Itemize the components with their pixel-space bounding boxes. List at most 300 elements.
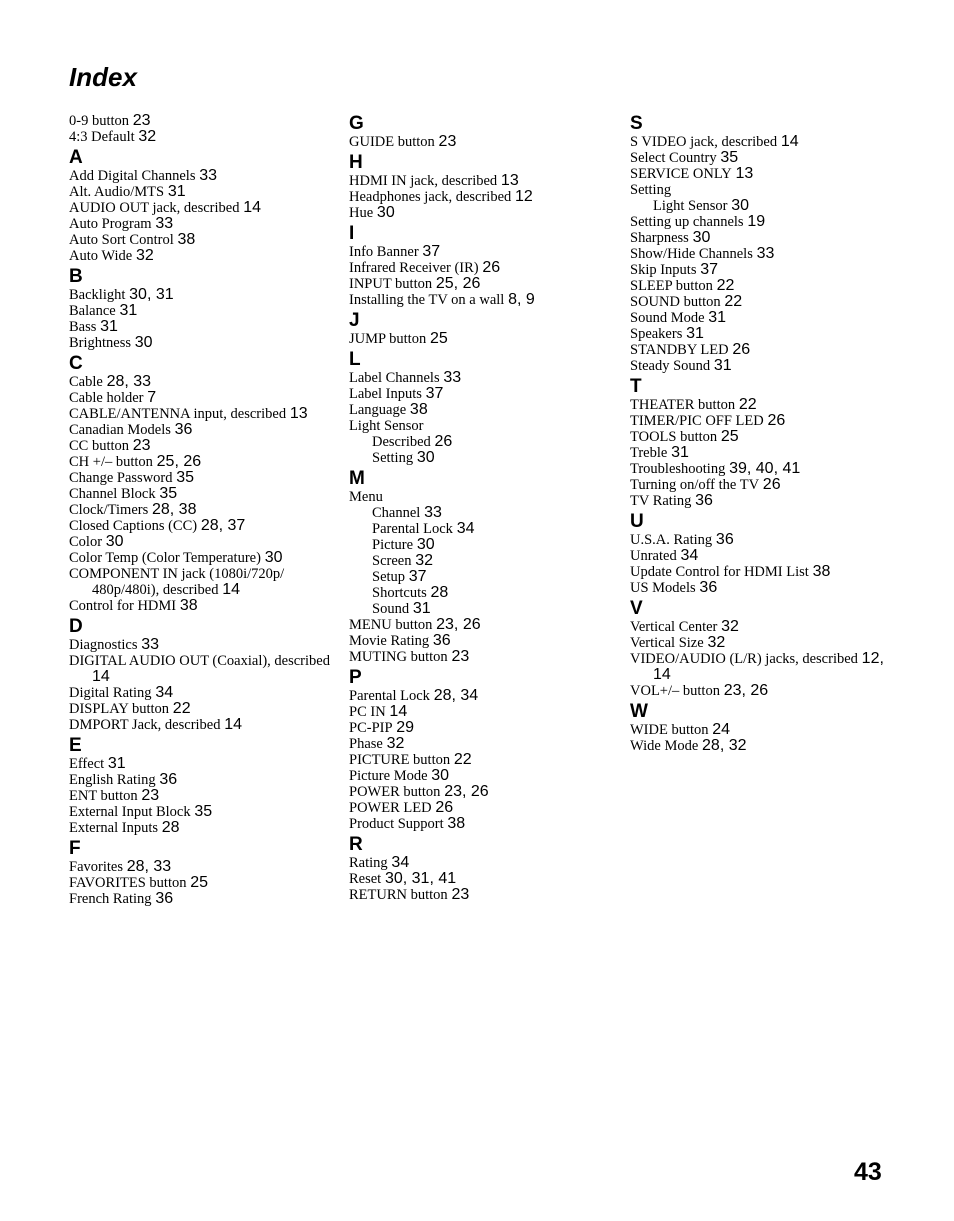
- index-letter-heading: J: [349, 310, 360, 331]
- index-letter-heading: L: [349, 349, 361, 370]
- index-page-refs: 26: [732, 341, 751, 358]
- index-entry: [349, 784, 611, 800]
- index-term: External Input Block: [69, 804, 191, 820]
- index-letter-heading: A: [69, 147, 83, 168]
- index-entry: [349, 617, 611, 633]
- index-entry: [630, 246, 892, 262]
- index-entry: [349, 189, 611, 205]
- index-page-refs: 33: [756, 245, 775, 262]
- index-page-refs: 26: [762, 476, 781, 493]
- index-entry: [630, 310, 892, 326]
- index-entry: [69, 502, 331, 518]
- index-page-refs: 32: [415, 552, 433, 569]
- index-subentry: [349, 537, 611, 553]
- index-entry: [349, 768, 611, 784]
- index-entry: [349, 736, 611, 752]
- index-group-c: [69, 353, 331, 614]
- index-entry: [69, 319, 331, 335]
- index-term: Unrated: [630, 548, 677, 564]
- index-term: Change Password: [69, 470, 173, 486]
- index-page-refs: 34: [391, 854, 410, 871]
- index-term: Shortcuts: [372, 585, 427, 601]
- index-page-refs: 12, 14: [653, 650, 884, 683]
- index-term: Brightness: [69, 335, 132, 351]
- index-entry: [69, 788, 331, 804]
- index-term: Label Inputs: [349, 386, 422, 402]
- index-entry: [349, 386, 611, 402]
- index-entry: [630, 445, 892, 461]
- index-page-refs: 23, 26: [723, 682, 769, 699]
- index-term: 4:3 Default: [69, 129, 135, 145]
- index-entry: [349, 260, 611, 276]
- index-term: Info Banner: [349, 244, 419, 260]
- index-entry: [69, 566, 331, 598]
- index-term: Sharpness: [630, 230, 689, 246]
- index-group-u: [630, 511, 892, 596]
- index-page-refs: 31: [412, 600, 431, 617]
- index-entry: [630, 397, 892, 413]
- index-page-refs: 13: [289, 405, 308, 422]
- index-letter-heading: S: [630, 113, 643, 134]
- index-term: Bass: [69, 319, 97, 335]
- index-term: Favorites: [69, 859, 123, 875]
- index-term: French Rating: [69, 891, 152, 907]
- index-letter-heading: I: [349, 223, 355, 244]
- index-term: Setup: [372, 569, 406, 585]
- index-page-refs: 30: [134, 334, 153, 351]
- index-page-refs: 8, 9: [508, 291, 535, 308]
- index-page-refs: 36: [432, 632, 451, 649]
- index-term: Light Sensor: [349, 418, 424, 434]
- index-term: English Rating: [69, 772, 156, 788]
- index-entry: [349, 855, 611, 871]
- index-entry: [349, 292, 611, 308]
- index-page-refs: 32: [138, 128, 157, 145]
- index-page-refs: 36: [699, 579, 718, 596]
- index-term: Screen: [372, 553, 412, 569]
- index-subentry: [349, 450, 611, 466]
- index-term: Alt. Audio/MTS: [69, 184, 165, 200]
- index-term: MENU button: [349, 617, 433, 633]
- index-entry: [69, 406, 331, 422]
- index-page-refs: 33: [199, 167, 218, 184]
- index-page-refs: 32: [386, 735, 405, 752]
- index-term: Treble: [630, 445, 668, 461]
- index-page-refs: 30: [431, 767, 450, 784]
- index-term: Sound: [372, 601, 410, 617]
- index-subentry: [349, 569, 611, 585]
- index-entry: [630, 548, 892, 564]
- index-term: Add Digital Channels: [69, 168, 196, 184]
- index-entry: [630, 182, 892, 198]
- index-entry: [349, 134, 611, 150]
- index-entry: [69, 287, 331, 303]
- index-term: DIGITAL AUDIO OUT (Coaxial), described: [69, 653, 330, 669]
- index-term: Cable holder: [69, 390, 144, 406]
- index-term: SLEEP button: [630, 278, 713, 294]
- index-term: ENT button: [69, 788, 138, 804]
- index-term: TIMER/PIC OFF LED: [630, 413, 764, 429]
- index-page-refs: 31: [100, 318, 118, 335]
- index-entry: [630, 326, 892, 342]
- index-group-d: [69, 616, 331, 733]
- index-page-refs: 30, 31: [129, 286, 174, 303]
- index-entry: [630, 738, 892, 754]
- index-page-refs: 23: [132, 112, 151, 129]
- index-page-refs: 31: [107, 755, 126, 772]
- index-term: Headphones jack, described: [349, 189, 512, 205]
- index-term: Color: [69, 534, 103, 550]
- index-term: Channel Block: [69, 486, 156, 502]
- index-entry: [69, 598, 331, 614]
- index-group-r: [349, 834, 611, 903]
- index-term: Label Channels: [349, 370, 440, 386]
- index-entry: [349, 633, 611, 649]
- index-page-refs: 22: [716, 277, 735, 294]
- index-term: Channel: [372, 505, 421, 521]
- index-page-refs: 31: [686, 325, 704, 342]
- index-entry: [69, 717, 331, 733]
- index-entry: [69, 653, 331, 685]
- index-page-refs: 38: [179, 597, 198, 614]
- index-page-refs: 33: [155, 215, 174, 232]
- index-page-refs: 38: [177, 231, 196, 248]
- index-entry: [630, 461, 892, 477]
- index-letter-heading: V: [630, 598, 643, 619]
- index-page-refs: 30, 31, 41: [384, 870, 457, 887]
- index-page-refs: 28, 32: [702, 737, 747, 754]
- index-entry: [349, 649, 611, 665]
- index-group-h: [349, 152, 611, 221]
- index-term: Phase: [349, 736, 383, 752]
- index-page-refs: 30: [416, 449, 435, 466]
- index-page-refs: 23: [451, 886, 470, 903]
- index-term: Digital Rating: [69, 685, 152, 701]
- index-entry: [69, 390, 331, 406]
- index-entry: [630, 429, 892, 445]
- index-page-refs: 31: [167, 183, 186, 200]
- index-entry: [69, 875, 331, 891]
- index-entry: [349, 704, 611, 720]
- index-entry: [349, 816, 611, 832]
- index-entry: [69, 454, 331, 470]
- index-term: Vertical Size: [630, 635, 704, 651]
- index-subentry: [630, 198, 892, 214]
- index-page-refs: 28: [430, 584, 449, 601]
- index-entry: [630, 278, 892, 294]
- index-entry: [630, 651, 892, 683]
- index-page-refs: 29: [396, 719, 415, 736]
- index-entry: [349, 720, 611, 736]
- index-entry: [630, 619, 892, 635]
- index-term: VIDEO/AUDIO (L/R) jacks, described: [630, 651, 858, 667]
- index-entry: [69, 422, 331, 438]
- index-entry: [630, 262, 892, 278]
- index-group-numeric: [69, 113, 331, 145]
- index-page-refs: 28, 33: [106, 373, 152, 390]
- index-group-t: [630, 376, 892, 509]
- index-term: PICTURE button: [349, 752, 451, 768]
- index-page-refs: 35: [176, 469, 195, 486]
- index-page-refs: 34: [456, 520, 475, 537]
- index-term: Skip Inputs: [630, 262, 697, 278]
- index-entry: [69, 518, 331, 534]
- index-term: US Models: [630, 580, 696, 596]
- index-term: DISPLAY button: [69, 701, 170, 717]
- index-page-refs: 14: [243, 199, 262, 216]
- index-entry: [69, 303, 331, 319]
- index-entry: [69, 438, 331, 454]
- index-term: U.S.A. Rating: [630, 532, 713, 548]
- index-entry: [630, 150, 892, 166]
- index-letter-heading: B: [69, 266, 83, 287]
- index-entry: [630, 166, 892, 182]
- index-column-2: [349, 113, 611, 903]
- index-group-a: [69, 147, 331, 264]
- index-page-refs: 31: [671, 444, 689, 461]
- index-entry: [69, 859, 331, 875]
- index-entry: [630, 342, 892, 358]
- index-page-refs: 31: [713, 357, 732, 374]
- index-term: Product Support: [349, 816, 444, 832]
- index-letter-heading: C: [69, 353, 83, 374]
- index-term: WIDE button: [630, 722, 709, 738]
- index-page-refs: 13: [500, 172, 519, 189]
- index-term: Wide Mode: [630, 738, 699, 754]
- index-page-refs: 23, 26: [436, 616, 481, 633]
- index-page-refs: 7: [147, 389, 157, 406]
- index-term: PC-PIP: [349, 720, 393, 736]
- index-page-refs: 30: [731, 197, 750, 214]
- index-entry: [69, 701, 331, 717]
- index-page-refs: 14: [92, 668, 110, 685]
- index-term: Turning on/off the TV: [630, 477, 760, 493]
- index-page-refs: 14: [222, 581, 240, 598]
- index-term: Show/Hide Channels: [630, 246, 753, 262]
- index-term: Auto Wide: [69, 248, 133, 264]
- index-entry: [349, 331, 611, 347]
- index-term: RETURN button: [349, 887, 448, 903]
- index-page-refs: 36: [155, 890, 174, 907]
- index-term: Troubleshooting: [630, 461, 726, 477]
- index-entry: [349, 370, 611, 386]
- index-page-refs: 25: [429, 330, 448, 347]
- index-entry: [69, 685, 331, 701]
- index-term: JUMP button: [349, 331, 427, 347]
- index-letter-heading: P: [349, 667, 362, 688]
- index-entry: [69, 232, 331, 248]
- index-entry: [630, 477, 892, 493]
- index-page-refs: 28, 34: [433, 687, 479, 704]
- index-entry: [69, 772, 331, 788]
- index-entry: [630, 683, 892, 699]
- index-term: MUTING button: [349, 649, 448, 665]
- index-letter-heading: R: [349, 834, 363, 855]
- index-subentry: [349, 601, 611, 617]
- index-letter-heading: M: [349, 468, 365, 489]
- index-page-refs: 22: [724, 293, 743, 310]
- index-entry: [630, 214, 892, 230]
- index-entry: [630, 413, 892, 429]
- index-page-refs: 26: [435, 799, 454, 816]
- index-entry: [349, 887, 611, 903]
- index-term: SERVICE ONLY: [630, 166, 732, 182]
- index-term: Diagnostics: [69, 637, 138, 653]
- index-term: POWER button: [349, 784, 441, 800]
- index-term: External Inputs: [69, 820, 158, 836]
- index-entry: [69, 470, 331, 486]
- index-term: Sound Mode: [630, 310, 705, 326]
- index-term: Speakers: [630, 326, 683, 342]
- index-entry: [69, 113, 331, 129]
- index-entry: [630, 564, 892, 580]
- index-term: Setting: [630, 182, 672, 198]
- index-letter-heading: G: [349, 113, 364, 134]
- index-group-g: [349, 113, 611, 150]
- index-page-refs: 30: [692, 229, 711, 246]
- index-page-refs: 37: [422, 243, 441, 260]
- index-entry: [349, 276, 611, 292]
- index-page-refs: 26: [482, 259, 501, 276]
- index-term: VOL+/– button: [630, 683, 720, 699]
- index-term: Language: [349, 402, 407, 418]
- index-letter-heading: H: [349, 152, 363, 173]
- index-entry: [349, 752, 611, 768]
- index-page-refs: 31: [708, 309, 727, 326]
- index-page-refs: 25, 26: [156, 453, 202, 470]
- index-term: TOOLS button: [630, 429, 718, 445]
- index-entry: [349, 489, 611, 505]
- index-column-3: [630, 113, 892, 754]
- index-term: Auto Program: [69, 216, 152, 232]
- index-term: Effect: [69, 756, 105, 772]
- index-page-refs: 14: [780, 133, 799, 150]
- index-page-refs: 14: [389, 703, 408, 720]
- index-term: FAVORITES button: [69, 875, 187, 891]
- index-entry: [630, 294, 892, 310]
- index-entry: [630, 635, 892, 651]
- index-page-refs: 35: [194, 803, 213, 820]
- index-page-refs: 33: [424, 504, 442, 521]
- index-page-refs: 36: [695, 492, 713, 509]
- index-entry: [69, 248, 331, 264]
- index-entry: [69, 891, 331, 907]
- index-term: Rating: [349, 855, 388, 871]
- index-page-refs: 23: [438, 133, 457, 150]
- index-group-v: [630, 598, 892, 699]
- index-term: Picture Mode: [349, 768, 428, 784]
- index-entry: [630, 722, 892, 738]
- index-entry: [349, 418, 611, 434]
- index-entry: [69, 129, 331, 145]
- index-page-refs: 39, 40, 41: [729, 460, 801, 477]
- index-group-m: [349, 468, 611, 665]
- index-page-refs: 23: [451, 648, 470, 665]
- index-page-refs: 30: [105, 533, 124, 550]
- index-page-refs: 36: [715, 531, 734, 548]
- index-term: Setting up channels: [630, 214, 744, 230]
- index-page-refs: 38: [409, 401, 428, 418]
- index-page-refs: 31: [119, 302, 138, 319]
- index-page-refs: 30: [416, 536, 435, 553]
- index-page-refs: 25: [720, 428, 739, 445]
- index-term: POWER LED: [349, 800, 432, 816]
- index-letter-heading: W: [630, 701, 648, 722]
- index-letter-heading: U: [630, 511, 644, 532]
- index-entry: [69, 534, 331, 550]
- index-page-refs: 28, 37: [200, 517, 246, 534]
- index-term: Auto Sort Control: [69, 232, 174, 248]
- index-page-refs: 30: [264, 549, 283, 566]
- index-term: Installing the TV on a wall: [349, 292, 505, 308]
- index-page-refs: 28: [161, 819, 180, 836]
- index-page-refs: 22: [738, 396, 757, 413]
- index-entry: [69, 550, 331, 566]
- index-entry: [349, 205, 611, 221]
- index-letter-heading: D: [69, 616, 83, 637]
- index-page-refs: 33: [443, 369, 462, 386]
- index-page-refs: 12: [515, 188, 533, 205]
- index-page-refs: 36: [159, 771, 178, 788]
- index-entry: [69, 804, 331, 820]
- index-page-refs: 26: [434, 433, 453, 450]
- index-term: Cable: [69, 374, 103, 390]
- index-page-refs: 37: [700, 261, 719, 278]
- index-term: Backlight: [69, 287, 126, 303]
- index-term: SOUND button: [630, 294, 721, 310]
- index-letter-heading: F: [69, 838, 81, 859]
- index-page-refs: 32: [135, 247, 154, 264]
- page-number: 43: [854, 1158, 882, 1186]
- index-term: Infrared Receiver (IR): [349, 260, 479, 276]
- index-page-refs: 34: [680, 547, 699, 564]
- index-term: Described: [372, 434, 431, 450]
- index-group-s: [630, 113, 892, 374]
- index-term: Steady Sound: [630, 358, 711, 374]
- index-term: Hue: [349, 205, 374, 221]
- index-page-refs: 23, 26: [444, 783, 489, 800]
- index-entry: [349, 871, 611, 887]
- index-page-refs: 37: [408, 568, 427, 585]
- index-page-refs: 34: [155, 684, 174, 701]
- index-term: Picture: [372, 537, 414, 553]
- index-entry: [69, 374, 331, 390]
- index-group-w: [630, 701, 892, 754]
- index-term: 0-9 button: [69, 113, 130, 129]
- index-subentry: [349, 553, 611, 569]
- index-term: Balance: [69, 303, 116, 319]
- index-page-refs: 35: [720, 149, 739, 166]
- index-entry: [69, 200, 331, 216]
- index-subentry: [349, 521, 611, 537]
- index-term: S VIDEO jack, described: [630, 134, 778, 150]
- page-title: Index: [69, 62, 137, 92]
- index-page-refs: 22: [172, 700, 191, 717]
- index-entry: [630, 358, 892, 374]
- index-term: Reset: [349, 871, 382, 887]
- index-term: Vertical Center: [630, 619, 718, 635]
- index-page-refs: 22: [453, 751, 472, 768]
- index-term: Light Sensor: [653, 198, 728, 214]
- index-page-refs: 25: [190, 874, 209, 891]
- index-page-refs: 32: [707, 634, 726, 651]
- index-term: INPUT button: [349, 276, 433, 292]
- index-entry: [630, 580, 892, 596]
- index-term: Select Country: [630, 150, 717, 166]
- index-entry: [69, 756, 331, 772]
- index-entry: [69, 335, 331, 351]
- index-term: Clock/Timers: [69, 502, 149, 518]
